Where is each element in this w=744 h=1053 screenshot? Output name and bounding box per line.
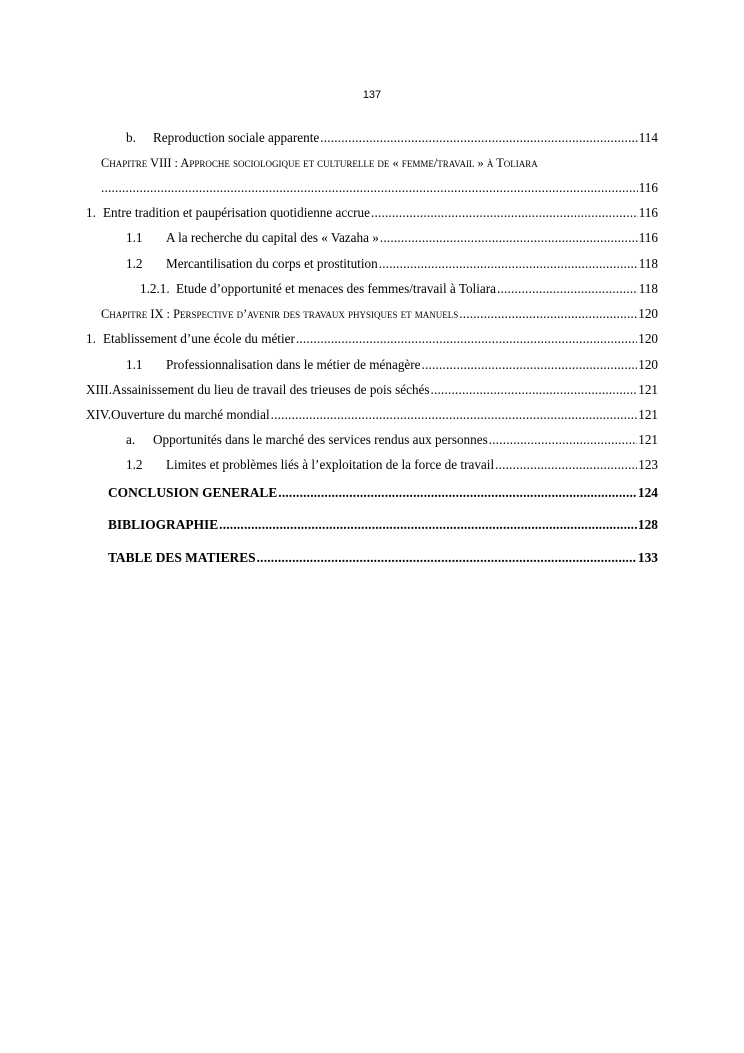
toc-entry-page: 121 <box>638 407 658 422</box>
toc-entry[interactable] <box>140 280 658 298</box>
toc-entry-title: TABLE DES MATIERES <box>108 550 256 565</box>
dot-leader <box>422 356 638 374</box>
toc-entry[interactable] <box>126 255 658 273</box>
toc-entry-title: Limites et problèmes liés à l’exploitation de la force de travail <box>166 457 495 472</box>
toc-entry-page: 124 <box>637 485 658 500</box>
toc-entry-page: 120 <box>638 306 658 321</box>
toc-entry-number: 1.1 <box>126 357 143 372</box>
dot-leader <box>431 381 638 399</box>
toc-entry-page: 120 <box>638 331 658 346</box>
toc-entry-number: 1.2.1. <box>140 281 170 296</box>
toc-entry-number: 1.1 <box>126 230 143 245</box>
toc-entry-number: XIV. <box>86 407 112 422</box>
toc-entry-title: Reproduction sociale apparente <box>153 130 320 145</box>
dot-leader <box>497 280 638 298</box>
toc-entry-title: Mercantilisation du corps et prostitution <box>166 256 378 271</box>
dot-leader <box>296 330 637 348</box>
toc-entry-number: 1.2 <box>126 256 143 271</box>
toc-entry-title: Professionnalisation dans le métier de ménagère <box>166 357 421 372</box>
toc-entry-title: Etablissement d’une école du métier <box>103 331 295 346</box>
dot-leader <box>271 406 638 424</box>
toc-entry-page: 121 <box>638 382 658 397</box>
toc-entry[interactable] <box>126 229 658 247</box>
dot-leader <box>495 456 637 474</box>
toc-entry[interactable] <box>86 204 658 222</box>
toc-entry-number: a. <box>126 432 136 447</box>
toc-entry-title: Ouverture du marché mondial <box>111 407 270 422</box>
toc-entry-title: Entre tradition et paupérisation quotidienne accrue <box>103 205 370 220</box>
toc-entry-page: 116 <box>638 180 658 195</box>
toc-entry-title: CONCLUSION GENERALE <box>108 485 278 500</box>
toc-entry[interactable] <box>101 305 658 323</box>
toc-entry[interactable] <box>108 549 658 567</box>
toc-entry-page: 120 <box>638 357 658 372</box>
toc-entry-number: 1. <box>86 331 96 346</box>
dot-leader <box>489 431 638 449</box>
page-number: 137 <box>362 89 382 101</box>
toc-entry-page: 118 <box>638 281 658 296</box>
toc-entry-number: 1.2 <box>126 457 143 472</box>
toc-entry-page: 121 <box>638 432 658 447</box>
toc-entry-title: BIBLIOGRAPHIE <box>108 517 219 532</box>
toc-chapter-title[interactable]: Chapitre VIII : Approche sociologique et culturelle de « femme/travail » à Toliara <box>101 156 538 170</box>
dot-leader <box>101 179 638 197</box>
toc-entry[interactable] <box>108 516 658 534</box>
toc-entry-title: Chapitre IX : Perspective d’avenir des travaux physiques et manuels <box>101 307 459 321</box>
toc-entry-number: 1. <box>86 205 96 220</box>
toc-entry[interactable] <box>126 356 658 374</box>
toc-entry-page: 116 <box>638 205 658 220</box>
toc-entry-page: 123 <box>638 457 658 472</box>
toc-entry[interactable] <box>126 129 658 147</box>
toc-entry-title: A la recherche du capital des « Vazaha » <box>166 230 379 245</box>
toc-entry-page: 118 <box>638 256 658 271</box>
dot-leader <box>380 229 638 247</box>
toc-entry-title: Etude d’opportunité et menaces des femmes/travail à Toliara <box>176 281 496 296</box>
dot-leader <box>320 129 637 147</box>
toc-entry-title: Assainissement du lieu de travail des trieuses de pois séchés <box>112 382 430 397</box>
dot-leader <box>371 204 638 222</box>
toc-entry[interactable] <box>86 330 658 348</box>
toc-entry[interactable] <box>101 179 658 197</box>
dot-leader <box>257 549 637 567</box>
toc-entry-title: Opportunités dans le marché des services rendus aux personnes <box>153 432 488 447</box>
toc-entry-page: 116 <box>638 230 658 245</box>
dot-leader <box>278 484 637 502</box>
toc-entry-page: 114 <box>638 130 658 145</box>
toc-entry-number: b. <box>126 130 136 145</box>
toc-entry[interactable] <box>126 431 658 449</box>
toc-entry[interactable] <box>86 381 658 399</box>
toc-entry-page: 128 <box>637 517 658 532</box>
toc-entry[interactable] <box>86 406 658 424</box>
dot-leader <box>379 255 638 273</box>
dot-leader <box>219 516 637 534</box>
dot-leader <box>459 305 637 323</box>
toc-entry-page: 133 <box>637 550 658 565</box>
toc-entry[interactable] <box>126 456 658 474</box>
toc-entry[interactable] <box>108 484 658 502</box>
toc-entry-number: XIII. <box>86 382 112 397</box>
